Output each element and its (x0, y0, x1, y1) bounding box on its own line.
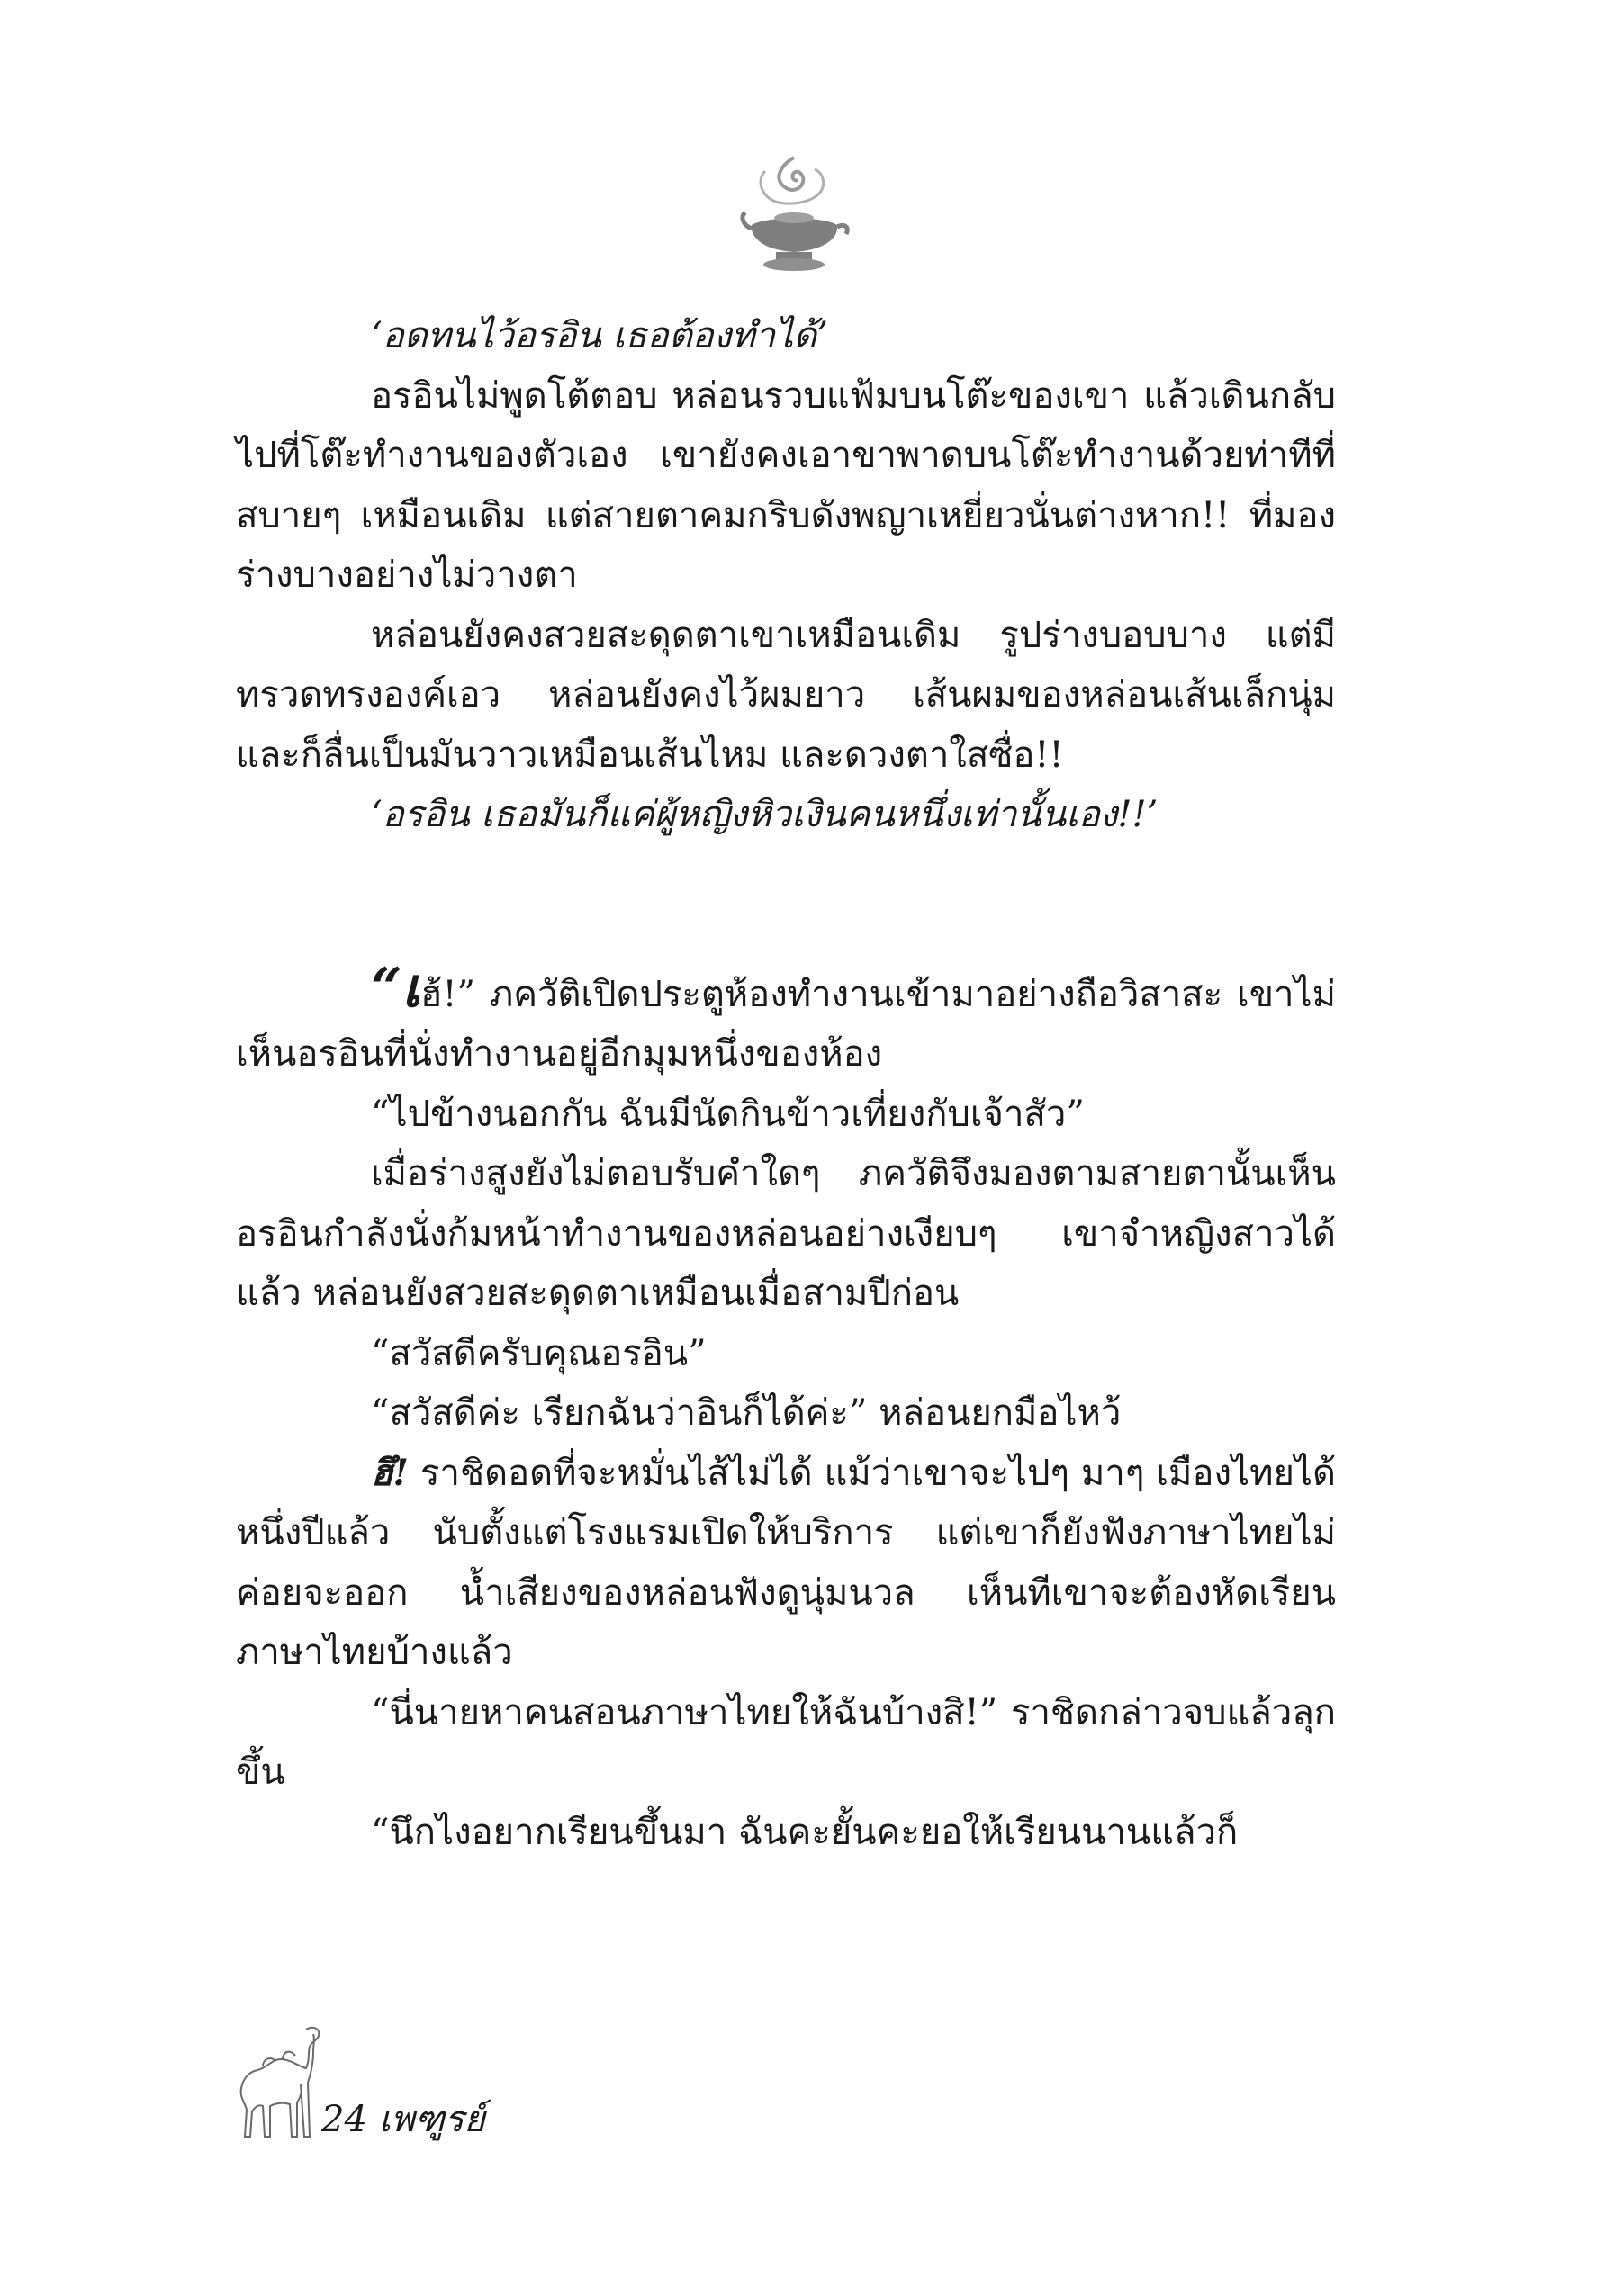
book-title: เพฑูรย์ (378, 2099, 485, 2140)
paragraph: “สวัสดีครับคุณอรอิน” (371, 1332, 707, 1374)
page-number: 24 (321, 2099, 367, 2140)
paragraph: “นี่นายหาคนสอนภาษาไทยให้ฉันบ้างสิ!” ราชิดกล่าวจบแล้วลุกขึ้น (236, 1691, 1336, 1793)
paragraph: อรอินไม่พูดโต้ตอบ หล่อนรวบแฟ้มบนโต๊ะของเขา แล้วเดินกลับไปที่โต๊ะทำงานของตัวเอง เขายังคงเอาขาพาดบนโต๊ะทำงานด้วยท่าทีที่สบายๆ เหมือนเดิม แต่สายตาคมกริบดังพญาเหยี่ยวนั่นต่างหาก!! ที่มองร่างบางอย่างไม่วางตา (236, 374, 1336, 596)
magic-lamp-icon (738, 153, 851, 275)
page-footer (227, 2016, 497, 2151)
paragraph-text: ราชิดอดที่จะหมั่นไส้ไม่ได้ แม้ว่าเขาจะไปๆ มาๆ เมืองไทยได้หนึ่งปีแล้ว นับตั้งแต่โรงแรมเปิดให้บริการ แต่เขาก็ยังฟังภาษาไทยไม่ค่อยจะออก น้ำเสียงของหล่อนฟังดูนุ่มนวล เห็นทีเขาจะต้องหัดเรียนภาษาไทยบ้างแล้ว (236, 1452, 1336, 1673)
paragraph: “สวัสดีค่ะ เรียกฉันว่าอินก็ได้ค่ะ” หล่อนยกมือไหว้ (371, 1392, 1122, 1434)
emphasis: ฮึ! (371, 1451, 409, 1494)
paragraph: เมื่อร่างสูงยังไม่ตอบรับคำใดๆ ภควัติจึงมองตามสายตานั้นเห็นอรอินกำลังนั่งก้มหน้าทำงานของหล่อนอย่างเงียบๆ เขาจำหญิงสาวได้แล้ว หล่อนยังสวยสะดุดตาเหมือนเมื่อสามปีก่อน (236, 1153, 1336, 1314)
drop-cap: “เ (371, 956, 421, 1020)
camel-icon (227, 2016, 326, 2142)
section-break (236, 845, 1336, 965)
paragraph: หล่อนยังคงสวยสะดุดตาเขาเหมือนเดิม รูปร่างบอบบาง แต่มีทรวดทรงองค์เอว หล่อนยังคงไว้ผมยาว เส้นผมของหล่อนเส้นเล็กนุ่ม และก็ลื่นเป็นมันวาวเหมือนเส้นไหม และดวงตาใสซื่อ!! (236, 614, 1336, 776)
paragraph (236, 1444, 1336, 1683)
paragraph-text: ฮ้!” ภควัติเปิดประตูห้องทำงานเข้ามาอย่างถือวิสาสะ เขาไม่เห็นอรอินที่นั่งทำงานอยู่อีกมุมหนึ่งของห้อง (236, 973, 1336, 1075)
paragraph: “ไปข้างนอกกัน ฉันมีนัดกินข้าวเที่ยงกับเจ้าสัว” (371, 1093, 1085, 1135)
page-folio (321, 2090, 485, 2147)
paragraph: “นึกไงอยากเรียนขึ้นมา ฉันคะยั้นคะยอให้เรียนนานแล้วก็ (371, 1811, 1239, 1853)
paragraph: ‘อดทนไว้อรอิน เธอต้องทำได้’ (371, 315, 828, 356)
paragraph (236, 956, 1336, 1085)
paragraph: ‘อรอิน เธอมันก็แค่ผู้หญิงหิวเงินคนหนึ่งเท่านั้นเอง!!’ (371, 794, 1159, 835)
body-text (236, 306, 1336, 1862)
